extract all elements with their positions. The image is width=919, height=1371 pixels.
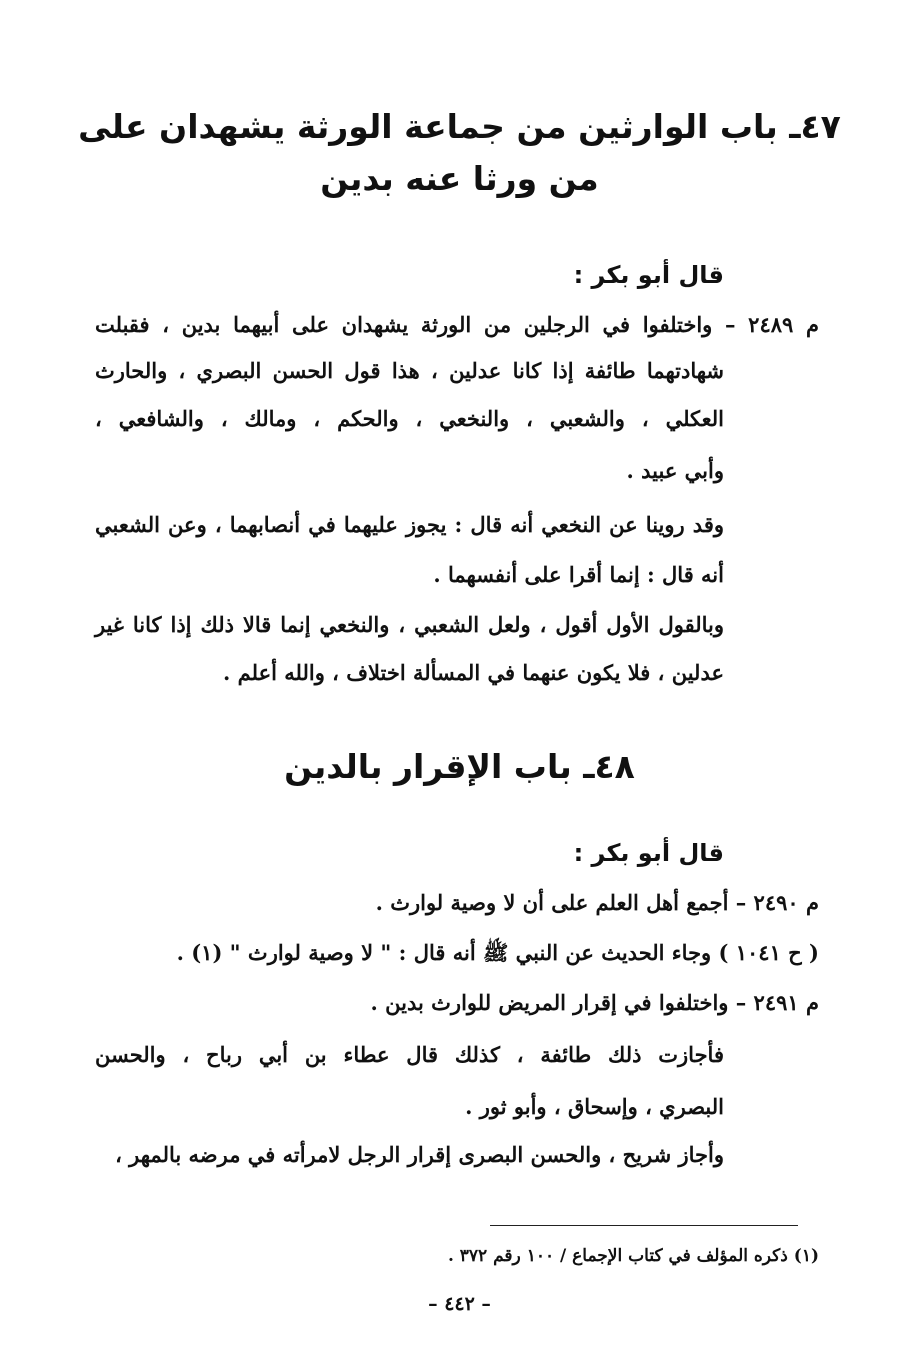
section-48-paragraph-line: وأجاز شريح ، والحسن البصرى إقرار الرجل لامرأته في مرضه بالمهر ، [115, 1142, 724, 1167]
section-47-paragraph-line: وأبي عبيد . [626, 458, 724, 483]
section-47-paragraph-line: وبالقول الأول أقول ، ولعل الشعبي ، والنخعي إنما قالا ذلك إذا كانا غير [95, 612, 725, 637]
section-48-paragraph-line: م ٢٤٩٠ – أجمع أهل العلم على أن لا وصية لوارث . [375, 890, 819, 915]
page-number: – ٤٤٢ – [428, 1293, 491, 1315]
section-48-title: ٤٨ـ باب الإقرار بالدين [284, 747, 635, 786]
section-47-qal-abu-bakr: قال أبو بكر : [573, 261, 724, 289]
section-48-paragraph-line: م ٢٤٩١ – واختلفوا في إقرار المريض للوارث بدين . [370, 990, 819, 1015]
section-47-paragraph-line: شهادتهما طائفة إذا كانا عدلين ، هذا قول الحسن البصري ، والحارث [95, 358, 724, 383]
footnote-separator [490, 1225, 798, 1226]
section-47-paragraph-line: العكلي ، والشعبي ، والنخعي ، والحكم ، ومالك ، والشافعي ، [95, 406, 724, 431]
footnote: (١) ذكره المؤلف في كتاب الإجماع / ١٠٠ رقم ٣٧٢ . [447, 1246, 819, 1266]
section-48-paragraph-line: فأجازت ذلك طائفة ، كذلك قال عطاء بن أبي رباح ، والحسن [95, 1042, 724, 1067]
section-48-paragraph-line: البصري ، وإسحاق ، وأبو ثور . [465, 1094, 724, 1119]
section-48-hadith-line: ( ح ١٠٤١ ) وجاء الحديث عن النبي ﷺ أنه قال : " لا وصية لوارث " (١) . [176, 940, 819, 965]
section-47-paragraph-line: م ٢٤٨٩ – واختلفوا في الرجلين من الورثة يشهدان على أبيهما بدين ، فقبلت [95, 312, 819, 337]
section-47-paragraph-line: وقد روينا عن النخعي أنه قال : يجوز عليهما في أنصابهما ، وعن الشعبي [95, 512, 724, 537]
section-47-title-line-2: من ورثا عنه بدين [320, 159, 599, 198]
section-47-title-line-1: ٤٧ـ باب الوارثين من جماعة الورثة يشهدان على [78, 107, 841, 146]
section-47-paragraph-line: عدلين ، فلا يكون عنهما في المسألة اختلاف ، والله أعلم . [223, 660, 724, 685]
section-48-qal-abu-bakr: قال أبو بكر : [573, 839, 724, 867]
section-47-paragraph-line: أنه قال : إنما أقرا على أنفسهما . [433, 562, 724, 587]
